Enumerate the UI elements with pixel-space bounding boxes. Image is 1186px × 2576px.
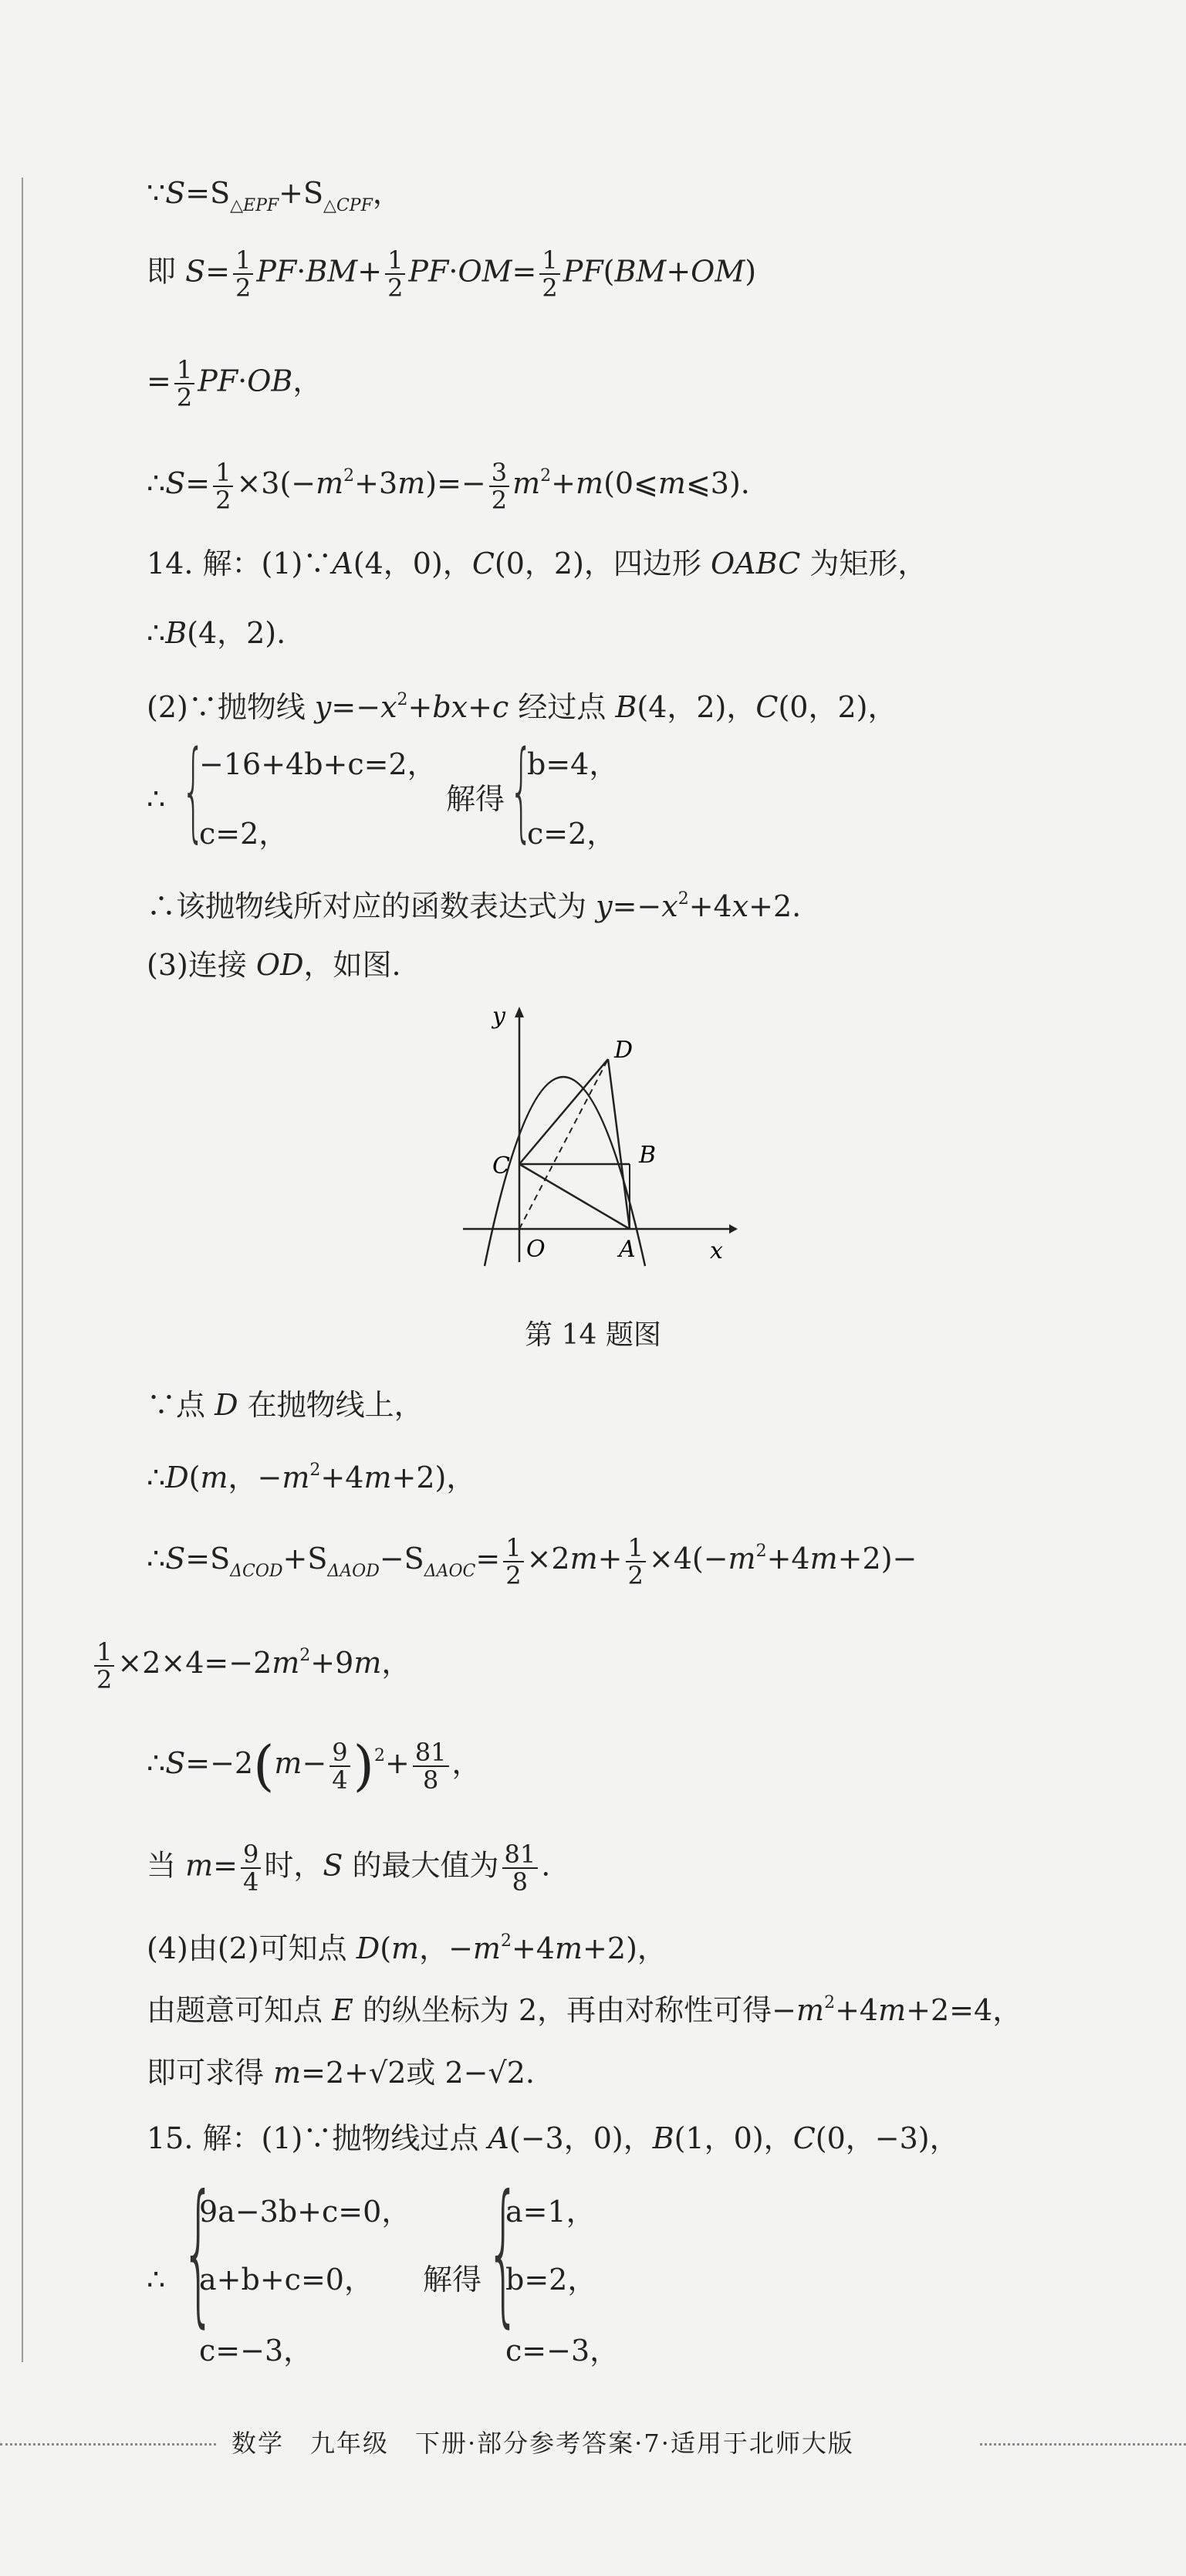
q15-left-brace: { [181, 2162, 216, 2342]
q14-line1: 14. 解：(1)∵A(4，0)，C(0，2)，四边形 OABC 为矩形， [147, 547, 928, 581]
left-margin-rule [22, 178, 23, 2362]
q14-line3: (2)∵抛物线 $y=-x^2+bx+c$ 经过点 B(4，2)，C(0，2)， [147, 690, 897, 724]
label-d: D [614, 1037, 634, 1064]
q14-line7: ∵点 D 在抛物线上， [147, 1388, 424, 1422]
q14-line15: 即可求得 m=2+√2或 2−√2. [147, 2056, 535, 2090]
q14-line2: ∴B(4，2). [147, 616, 286, 650]
y-axis-arrow [515, 1007, 524, 1017]
q14-line8: ∴D(m，$-m^2+4m+2$)， [147, 1461, 476, 1494]
footer-dots-right [980, 2443, 1186, 2446]
q14-line9: $\therefore S=S_{\Delta COD}+S_{\Delta AOD}-S_{\Delta AOC}=$ $\frac{1}{2}$ ×2m+ $\frac{1}{2}$ $\times 4(-m^2+4m+2)-$ [147, 1532, 917, 1590]
q13-line1: $\because S=S_{\triangle EPF}+S_{\triangle CPF}$， [147, 176, 402, 215]
q14-line11: ∴S=−2(m− $\frac{9}{4}$ )$^2$+ $\frac{81}{8}$ ， [147, 1734, 481, 1798]
q15-sys-left-3: c=−3， [199, 2334, 313, 2368]
q14-sys-right-1: b=4， [527, 747, 619, 781]
label-a: A [619, 1236, 636, 1263]
q14-line12: 当 m= $\frac{9}{4}$ 时，S 的最大值为 $\frac{81}{8}$ . [147, 1840, 551, 1897]
page-footer [0, 2428, 1186, 2459]
q14-sys-right-2: c=2， [527, 817, 617, 851]
q14-line10: $\frac{1}{2}$ $\times 2\times 4=-2m^2+9m$， [91, 1637, 411, 1693]
q15-sys-right-2: b=2， [505, 2263, 597, 2297]
q15-therefore: ∴ [147, 2263, 166, 2297]
label-x: x [710, 1237, 723, 1264]
q15-solve-word: 解得 [423, 2263, 482, 2297]
q14-line13: (4)由(2)可知点 D(m，$-m^2+4m+2$)， [147, 1931, 667, 1965]
q15-right-brace: { [486, 2162, 521, 2342]
segment-cd [519, 1059, 608, 1164]
segment-od-dashed [519, 1059, 608, 1229]
q14-line5: ∴该抛物线所对应的函数表达式为 $y=-x^2+4x+2$. [147, 889, 802, 923]
q15-sys-left-1: 9a−3b+c=0， [199, 2195, 411, 2229]
q13-line3: = $\frac{1}{2}$ PF·OB， [147, 355, 323, 412]
label-o: O [526, 1236, 546, 1263]
q15-sys-right-3: c=−3， [505, 2334, 620, 2368]
solve-word: 解得 [446, 782, 505, 816]
label-y: y [492, 1003, 505, 1030]
q14-therefore: ∴ [147, 782, 166, 816]
left-brace: { [181, 728, 206, 854]
q13-line4: ∴S= $\frac{1}{2}$ $\times 3(-m^2+3m)=-$ $\frac{3}{2}$ $m^2+m(0⩽m⩽3)$. [147, 457, 750, 515]
q14-line6: (3)连接 OD，如图. [147, 948, 401, 982]
label-b: B [639, 1142, 657, 1169]
q13-line2: 即 S= $\frac{1}{2}$ PF·BM+ $\frac{1}{2}$ PF·OM= $\frac{1}{2}$ PF(BM+OM) [147, 245, 757, 303]
q14-sys-left-1: −16+4b+c=2， [199, 747, 437, 781]
figure-caption: 第 14 题图 [525, 1319, 661, 1351]
x-axis-arrow [729, 1224, 738, 1234]
q14-line14: 由题意可知点 E 的纵坐标为 2，再由对称性可得$-m^2+4m+2=4$， [147, 1993, 1022, 2027]
label-c: C [492, 1153, 510, 1180]
q15-sys-right-1: a=1， [505, 2195, 596, 2229]
footer-text: 数学 九年级 下册·部分参考答案·7·适用于北师大版 [231, 2429, 854, 2458]
q14-figure [455, 996, 741, 1281]
q15-sys-left-2: a+b+c=0， [199, 2263, 373, 2297]
q14-sys-left-2: c=2， [199, 817, 289, 851]
q15-line1: 15. 解：(1)∵抛物线过点 A(−3，0)，B(1，0)，C(0，−3)， [147, 2121, 959, 2155]
right-brace: { [509, 728, 534, 854]
footer-dots-left [0, 2443, 216, 2446]
